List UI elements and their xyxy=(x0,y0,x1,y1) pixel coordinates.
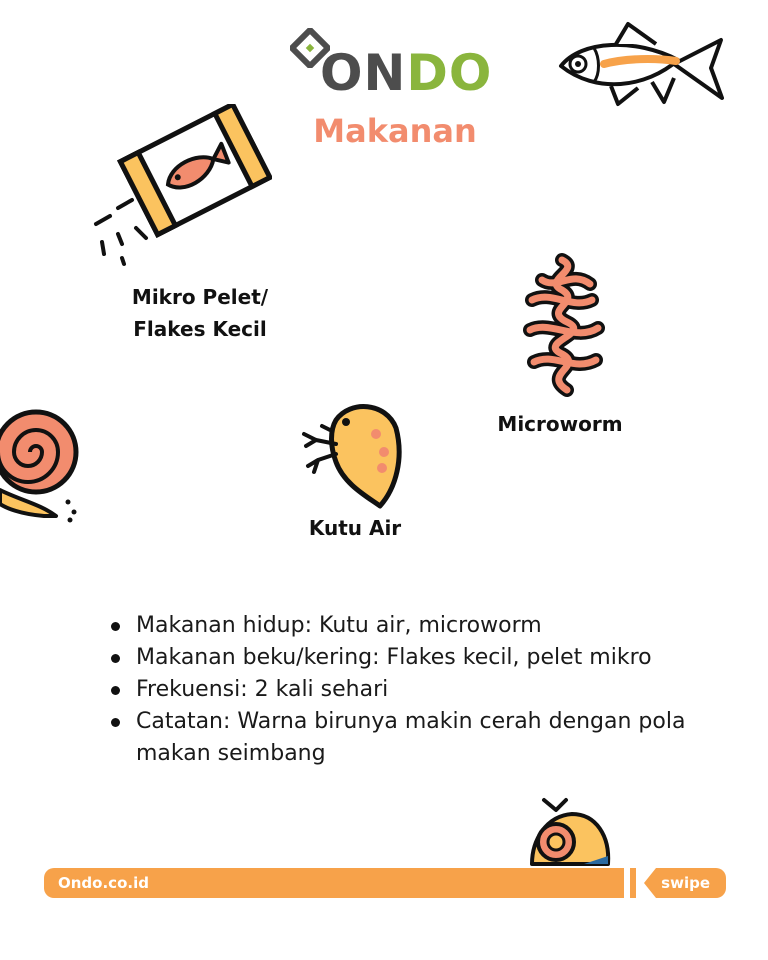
chevron-left-icon xyxy=(622,868,662,898)
swipe-button[interactable]: swipe xyxy=(661,874,710,892)
brand-name xyxy=(320,44,493,102)
label-mikro-line1: Mikro Pelet/ xyxy=(131,285,269,309)
small-snail-icon xyxy=(526,796,614,868)
page-title: Makanan xyxy=(313,112,477,150)
label-mikro-pelet xyxy=(100,281,300,345)
neon-tetra-fish-icon xyxy=(556,18,728,110)
list-item: Makanan beku/kering: Flakes kecil, pelet mikro xyxy=(108,642,728,674)
fish-food-packet-icon xyxy=(92,104,272,268)
footer-url[interactable]: Ondo.co.id xyxy=(58,874,149,892)
microworm-icon xyxy=(512,250,612,400)
ondo-logo xyxy=(290,28,493,102)
list-item: Makanan hidup: Kutu air, microworm xyxy=(108,610,728,642)
feeding-info-list xyxy=(108,610,728,770)
brand-name-on: ON xyxy=(320,44,407,102)
label-kutu-air: Kutu Air xyxy=(308,516,402,540)
daphnia-icon xyxy=(300,400,404,512)
brand-name-do: DO xyxy=(406,44,493,102)
snail-icon xyxy=(0,404,84,526)
list-item: Catatan: Warna birunya makin cerah dengan pola makan seimbang xyxy=(108,706,728,770)
list-item: Frekuensi: 2 kali sehari xyxy=(108,674,728,706)
footer xyxy=(44,868,726,898)
label-microworm: Microworm xyxy=(497,412,623,436)
label-mikro-line2: Flakes Kecil xyxy=(133,317,267,341)
